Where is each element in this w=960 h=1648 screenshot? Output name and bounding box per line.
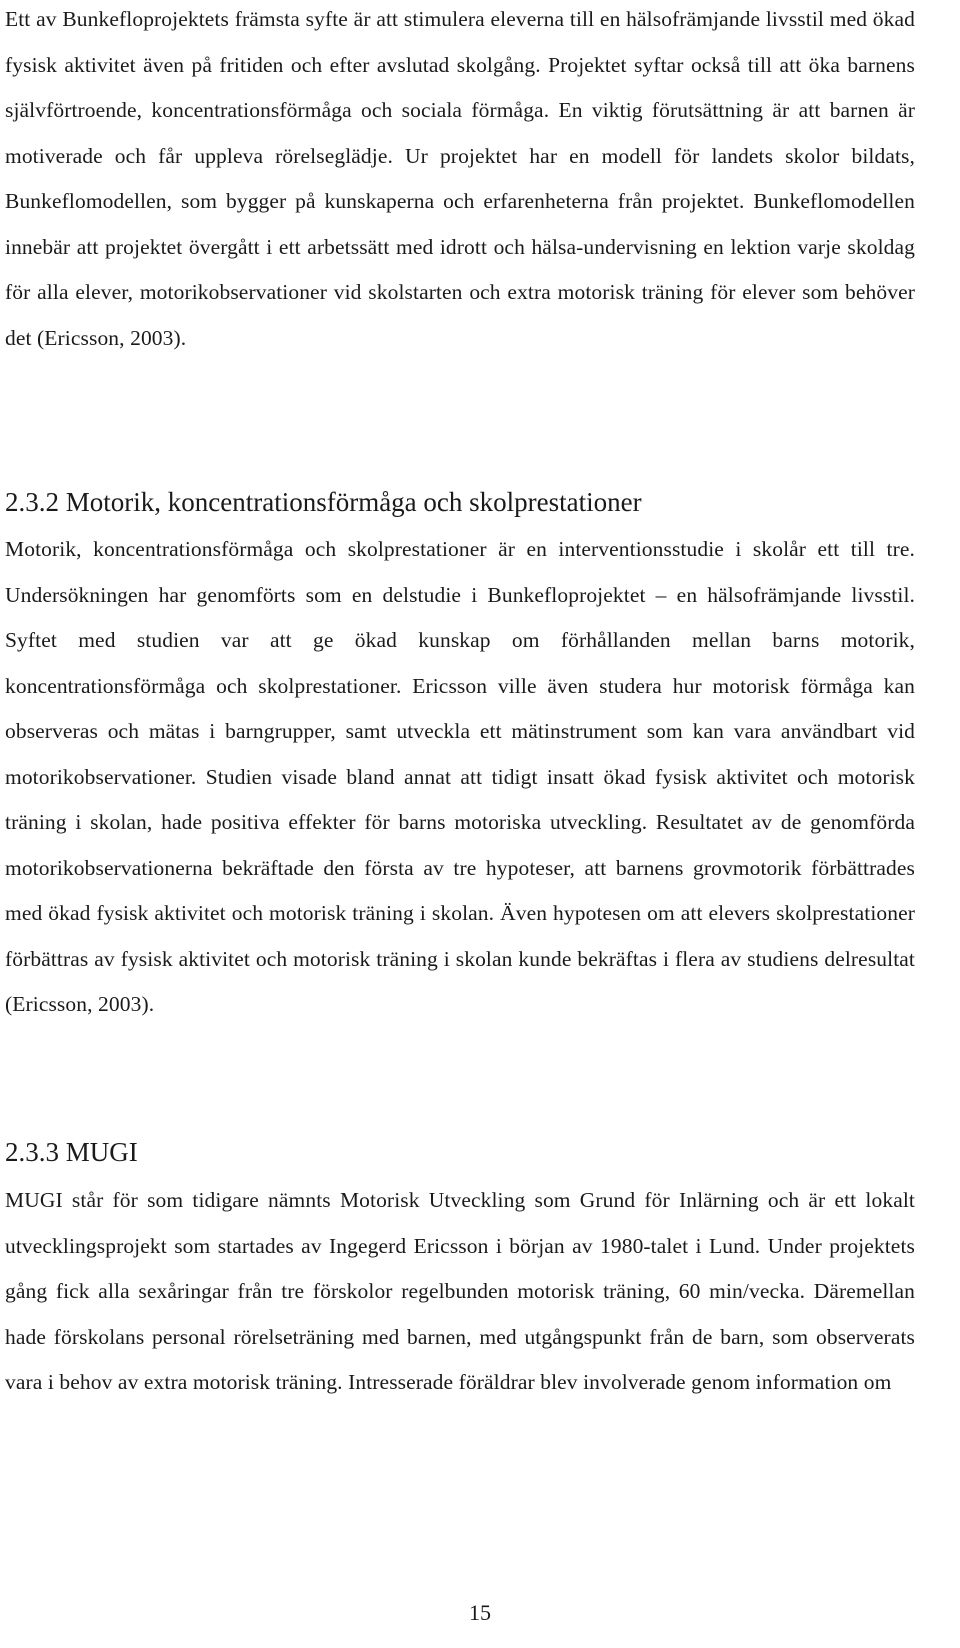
mugi-paragraph: MUGI står för som tidigare nämnts Motorisk Utveckling som Grund för Inlärning och är ett lokalt utvecklingsprojekt som startades av Ingegerd Ericsson i början av 1980-talet i Lund. Under projektets gång fick alla sexåringar från tre förskolor regelbunden motorisk träning, 60 min/vecka. Däremellan hade förskolans personal rörelseträning med barnen, med utgångspunkt från de barn, som observerats vara i behov av extra motorisk träning. Intresserade föräldrar blev involverade genom information om [5,1188,915,1394]
section-heading-motorik: 2.3.2 Motorik, koncentrationsförmåga och skolprestationer [5,487,642,517]
motorik-paragraph: Motorik, koncentrationsförmåga och skolprestationer är en interventionsstudie i skolår ett till tre. Undersökningen har genomförts som en delstudie i Bunkefloprojektet – en hälsofrämjande livsstil. Syftet med studien var att ge ökad kunskap om förhållanden mellan barns motorik, koncentrationsförmåga och skolprestationer. Ericsson ville även studera hur motorisk förmåga kan observeras och mätas i barngrupper, samt utveckla ett mätinstrument som kan vara användbart vid motorikobservationer. Studien visade bland annat att tidigt insatt ökad fysisk aktivitet och motorisk träning i skolan, hade positiva effekter för barns motoriska utveckling. Resultatet av de genomförda motorikobservationerna bekräftade den första av tre hypoteser, att barnens grovmotorik förbättrades med ökad fysisk aktivitet och motorisk träning i skolan. Även hypotesen om att elevers skolprestationer förbättras av fysisk aktivitet och motorisk träning i skolan kunde bekräftas i flera av studiens delresultat (Ericsson, 2003). [5,537,915,1016]
section-heading-mugi: 2.3.3 MUGI [5,1137,138,1167]
page-number: 15 [469,1600,491,1625]
intro-paragraph: Ett av Bunkefloprojektets främsta syfte är att stimulera eleverna till en hälsofrämjande livsstil med ökad fysisk aktivitet även på fritiden och efter avslutad skolgång. Projektet syftar också till att öka barnens självförtroende, koncentrationsförmåga och sociala förmåga. En viktig förutsättning är att barnen är motiverade och får uppleva rörelseglädje. Ur projektet har en modell för landets skolor bildats, Bunkeflomodellen, som bygger på kunskaperna och erfarenheterna från projektet. Bunkeflomodellen innebär att projektet övergått i ett arbetssätt med idrott och hälsa-undervisning en lektion varje skoldag för alla elever, motorikobservationer vid skolstarten och extra motorisk träning för elever som behöver det (Ericsson, 2003). [5,7,915,350]
